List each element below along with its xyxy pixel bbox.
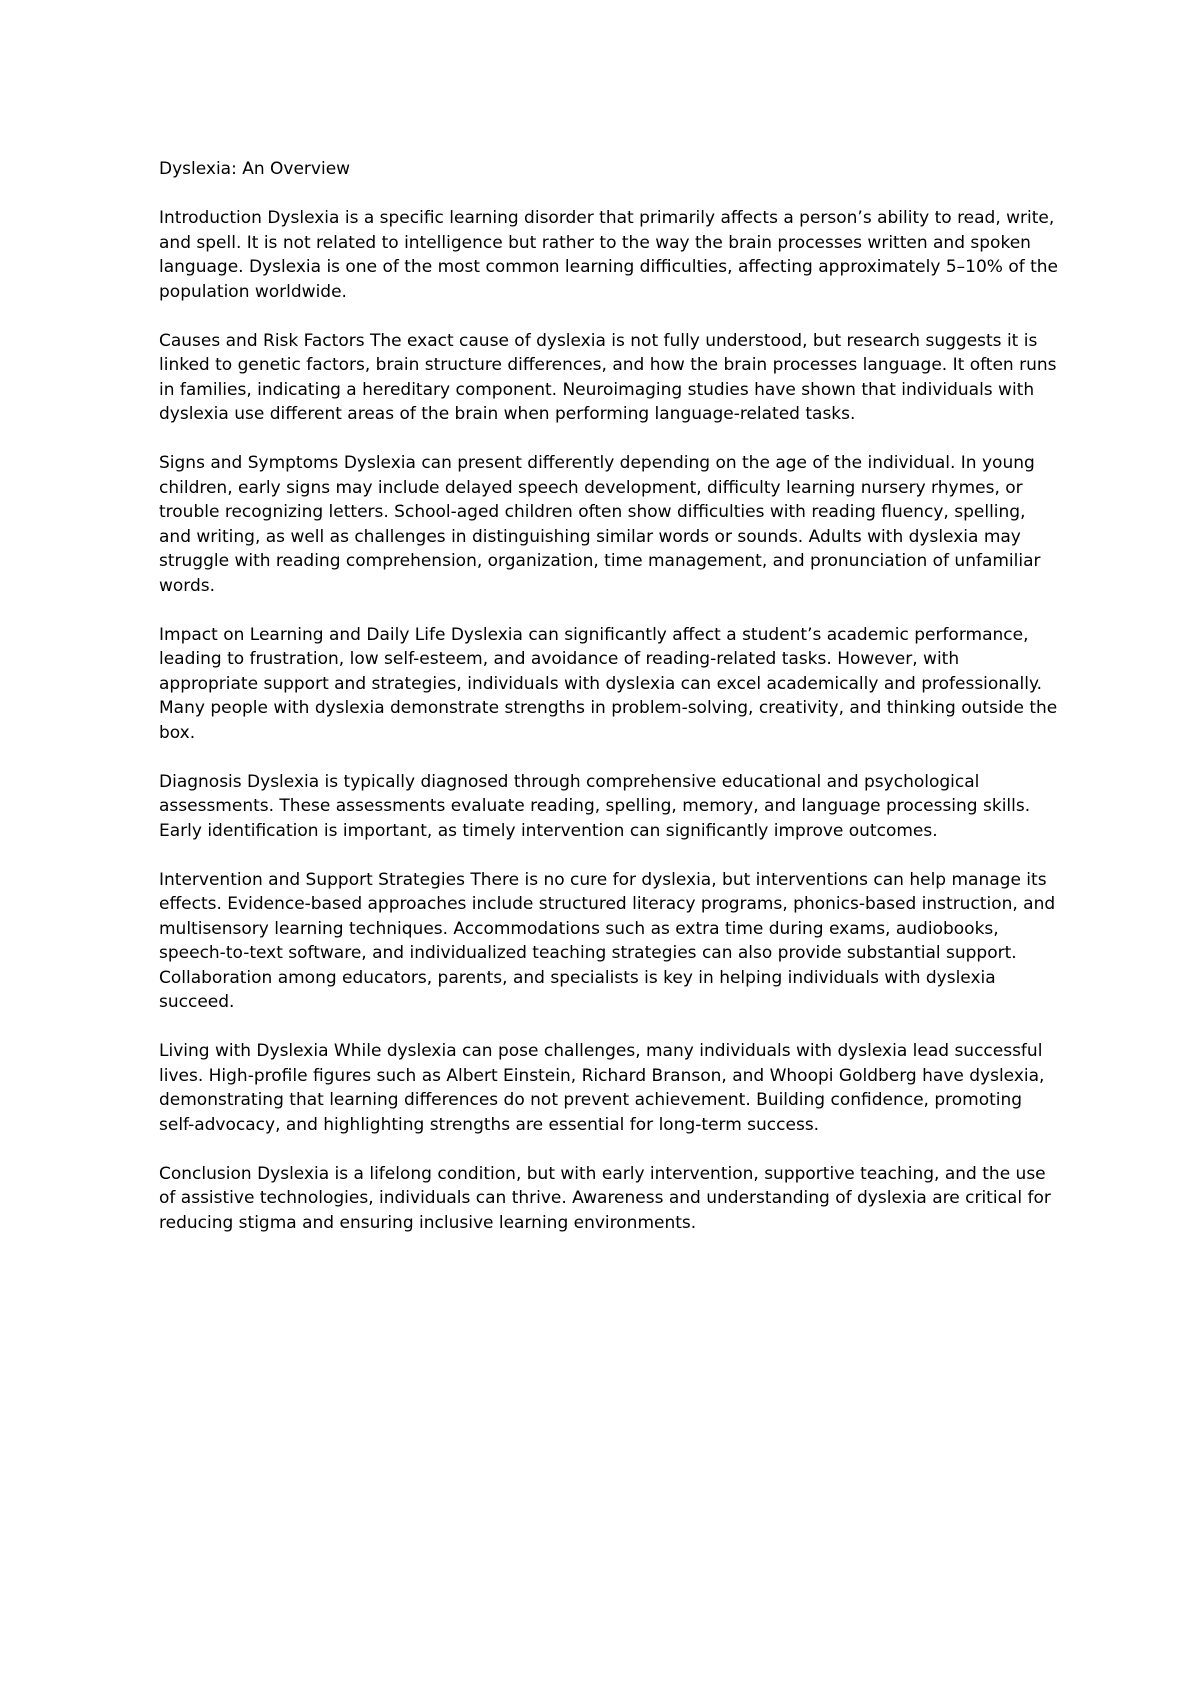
section-heading: Causes and Risk Factors xyxy=(159,330,365,351)
section-diagnosis xyxy=(159,770,1059,844)
section-heading: Diagnosis xyxy=(159,771,242,792)
section-body: The exact cause of dyslexia is not fully understood, but research suggests it is linked to genetic factors, brain structure differences, and how the brain processes language. It often runs in families, indicating a hereditary component. Neuroimaging studies have shown that individuals with dyslexia use different areas of the brain when performing language-related tasks. xyxy=(159,330,1057,424)
section-body: There is no cure for dyslexia, but interventions can help manage its effects. Evidence-based approaches include structured literacy programs, phonics-based instruction, and multisensory learning techniques. Accommodations such as extra time during exams, audiobooks, speech-to-text software, and individualized teaching strategies can also provide substantial support. Collaboration among educators, parents, and specialists is key in helping individuals with dyslexia succeed. xyxy=(159,869,1056,1012)
document-title: Dyslexia: An Overview xyxy=(159,159,351,179)
section-heading: Impact on Learning and Daily Life xyxy=(159,624,446,645)
section-signs-symptoms xyxy=(159,451,1059,598)
section-causes xyxy=(159,329,1059,427)
section-heading: Signs and Symptoms xyxy=(159,453,339,473)
section-introduction xyxy=(159,206,1059,304)
section-heading: Living with Dyslexia xyxy=(159,1041,329,1061)
section-body: Dyslexia can present differently depending on the age of the individual. In young children, early signs may include delayed speech development, difficulty learning nursery rhymes, or trouble recognizing letters. School-aged children often show difficulties with reading fluency, spelling, and writing, as well as challenges in distinguishing similar words or sounds. Adults with dyslexia may struggle with reading comprehension, organization, time management, and pronunciation of unfamiliar words. xyxy=(159,453,1041,596)
section-body: Dyslexia is typically diagnosed through comprehensive educational and psychological assessments. These assessments evaluate reading, spelling, memory, and language processing skills. Early identification is important, as timely intervention can significantly improve outcomes. xyxy=(159,771,1031,841)
section-heading: Conclusion xyxy=(159,1163,252,1184)
section-body: While dyslexia can pose challenges, many individuals with dyslexia lead successful lives. High-profile figures such as Albert Einstein, Richard Branson, and Whoopi Goldberg have dyslexia, demonstrating that learning differences do not prevent achievement. Building confidence, promoting self-advocacy, and highlighting strengths are essential for long-term success. xyxy=(159,1041,1045,1135)
section-body: Dyslexia is a lifelong condition, but with early intervention, supportive teaching, and the use of assistive technologies, individuals can thrive. Awareness and understanding of dyslexia are critical for reducing stigma and ensuring inclusive learning environments. xyxy=(159,1163,1051,1233)
section-intervention xyxy=(159,868,1059,1015)
section-body: Dyslexia can significantly affect a student’s academic performance, leading to frustration, low self-esteem, and avoidance of reading-related tasks. However, with appropriate support and strategies, individuals with dyslexia can excel academically and professionally. Many people with dyslexia demonstrate strengths in problem-solving, creativity, and thinking outside the box. xyxy=(159,624,1058,743)
section-body: Dyslexia is a specific learning disorder that primarily affects a person’s ability to read, write, and spell. It is not related to intelligence but rather to the way the brain processes written and spoken language. Dyslexia is one of the most common learning difficulties, affecting approximately 5–10% of the population worldwide. xyxy=(159,208,1059,302)
section-heading: Intervention and Support Strategies xyxy=(159,869,465,890)
section-living xyxy=(159,1039,1059,1137)
section-impact xyxy=(159,623,1059,746)
section-conclusion xyxy=(159,1162,1059,1236)
section-heading: Introduction xyxy=(159,208,262,228)
document-body xyxy=(159,157,1059,1260)
